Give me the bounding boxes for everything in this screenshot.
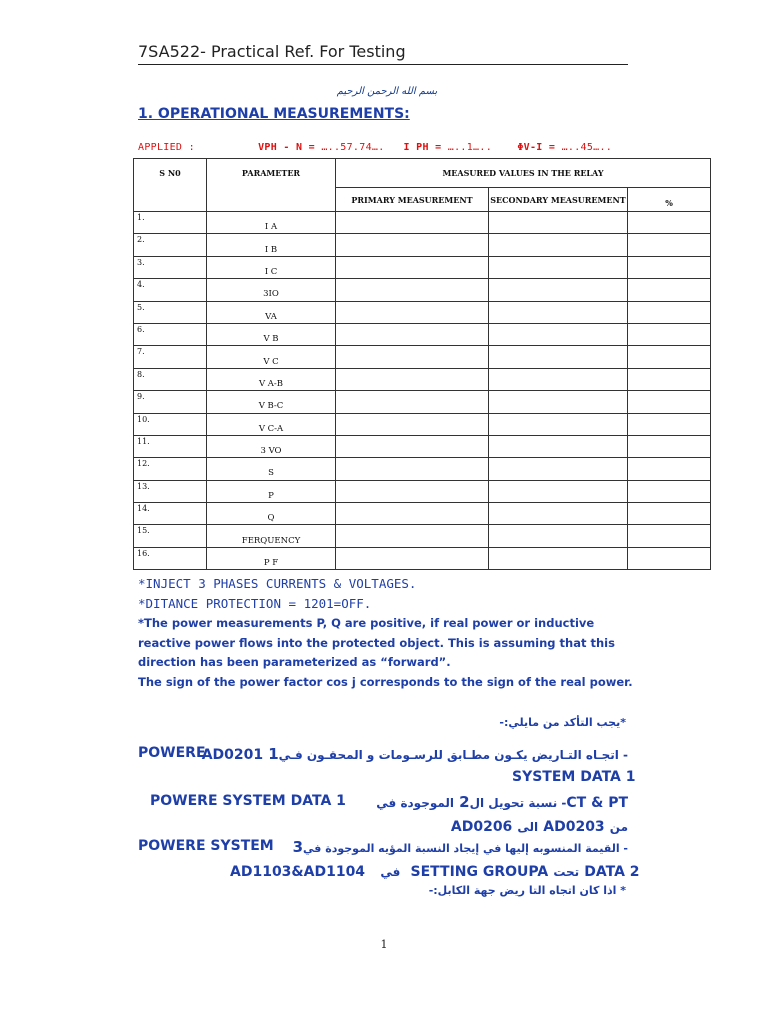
applied-line bbox=[138, 142, 612, 153]
parameter-label: V B-C bbox=[258, 401, 284, 412]
sno-cell bbox=[134, 346, 207, 368]
secondary-value-cell[interactable] bbox=[489, 212, 628, 234]
item1-code: AD0201 bbox=[201, 747, 264, 763]
parameter-label: V C bbox=[263, 356, 279, 367]
parameter-label: FERQUENCY bbox=[241, 535, 301, 546]
parameter-cell bbox=[207, 346, 336, 368]
item2-line bbox=[376, 792, 628, 811]
item1-line bbox=[202, 744, 628, 763]
header-sno: S N0 bbox=[134, 159, 207, 212]
parameter-cell bbox=[207, 525, 336, 547]
parameter-cell bbox=[207, 212, 336, 234]
table-row bbox=[134, 301, 711, 323]
sno-cell bbox=[134, 256, 207, 278]
sno-cell bbox=[134, 234, 207, 256]
item3-in: في bbox=[380, 865, 401, 879]
secondary-value-cell[interactable] bbox=[489, 503, 628, 525]
header-measured-values: MEASURED VALUES IN THE RELAY bbox=[336, 159, 711, 188]
primary-value-cell[interactable] bbox=[336, 435, 489, 457]
sno-label: 15. bbox=[137, 526, 150, 536]
secondary-value-cell[interactable] bbox=[489, 256, 628, 278]
table-row bbox=[134, 279, 711, 301]
header-title: 7SA522- Practical Ref. For Testing bbox=[138, 42, 406, 61]
percent-value-cell[interactable] bbox=[628, 368, 711, 390]
applied-label: APPLIED : bbox=[138, 142, 195, 153]
secondary-value-cell[interactable] bbox=[489, 368, 628, 390]
percent-value-cell[interactable] bbox=[628, 279, 711, 301]
primary-value-cell[interactable] bbox=[336, 279, 489, 301]
item2-ct-pt: CT & PT bbox=[566, 795, 628, 811]
secondary-value-cell[interactable] bbox=[489, 323, 628, 345]
parameter-cell bbox=[207, 435, 336, 457]
sno-label: 11. bbox=[137, 436, 150, 446]
notes-block bbox=[138, 574, 638, 614]
primary-value-cell[interactable] bbox=[336, 323, 489, 345]
percent-value-cell[interactable] bbox=[628, 525, 711, 547]
sno-label: 1. bbox=[137, 213, 145, 222]
primary-value-cell[interactable] bbox=[336, 301, 489, 323]
item2-code2: AD0206 bbox=[450, 819, 513, 835]
item2-text-b: الموجودة في bbox=[376, 796, 455, 810]
item2-number: 2 bbox=[459, 793, 470, 811]
sno-label: 16. bbox=[137, 548, 150, 558]
sno-label: 9. bbox=[137, 392, 145, 402]
percent-value-cell[interactable] bbox=[628, 458, 711, 480]
primary-value-cell[interactable] bbox=[336, 458, 489, 480]
table-row bbox=[134, 480, 711, 502]
measurements-table bbox=[133, 158, 711, 570]
item1-text: - اتجـاه التـاريض يكـون مطـابق للرسـومات و المحقـون فـي bbox=[278, 748, 628, 762]
sno-label: 14. bbox=[137, 504, 150, 514]
bismillah-text: بسم الله الرحمن الرحيم bbox=[336, 86, 438, 97]
percent-value-cell[interactable] bbox=[628, 435, 711, 457]
iph-value: …..1….. bbox=[447, 142, 493, 153]
sno-cell bbox=[134, 391, 207, 413]
primary-value-cell[interactable] bbox=[336, 413, 489, 435]
secondary-value-cell[interactable] bbox=[489, 346, 628, 368]
item1-line2: SYSTEM DATA 1 bbox=[512, 769, 636, 785]
parameter-cell bbox=[207, 458, 336, 480]
arabic-intro: *يجب التأكد من مايلي:- bbox=[499, 716, 626, 729]
sno-cell bbox=[134, 458, 207, 480]
parameter-label: I C bbox=[264, 266, 278, 277]
sno-cell bbox=[134, 212, 207, 234]
parameter-cell bbox=[207, 480, 336, 502]
primary-value-cell[interactable] bbox=[336, 547, 489, 569]
phi-label: ΦV-I = bbox=[517, 142, 562, 153]
sno-cell bbox=[134, 503, 207, 525]
sno-cell bbox=[134, 279, 207, 301]
percent-value-cell[interactable] bbox=[628, 413, 711, 435]
parameter-label: P F bbox=[263, 558, 279, 569]
phi-value: …..45….. bbox=[561, 142, 613, 153]
primary-value-cell[interactable] bbox=[336, 256, 489, 278]
table-row bbox=[134, 346, 711, 368]
secondary-value-cell[interactable] bbox=[489, 413, 628, 435]
parameter-cell bbox=[207, 547, 336, 569]
sno-cell bbox=[134, 525, 207, 547]
sno-label: 5. bbox=[137, 302, 145, 312]
parameter-label: V A-B bbox=[258, 378, 284, 389]
percent-value-cell[interactable] bbox=[628, 301, 711, 323]
sno-label: 3. bbox=[137, 257, 145, 267]
note-power-factor: The sign of the power factor cos j corresponds to the sign of the real power. bbox=[138, 674, 633, 689]
table-row bbox=[134, 435, 711, 457]
item3-line2 bbox=[230, 861, 640, 880]
percent-value-cell[interactable] bbox=[628, 256, 711, 278]
primary-value-cell[interactable] bbox=[336, 212, 489, 234]
secondary-value-cell[interactable] bbox=[489, 435, 628, 457]
sno-label: 12. bbox=[137, 459, 150, 469]
parameter-label: 3 VO bbox=[260, 446, 282, 457]
item3-line bbox=[293, 837, 628, 856]
table-row bbox=[134, 391, 711, 413]
item1-left-label: POWERE bbox=[138, 745, 206, 761]
item2-to: الى bbox=[517, 820, 539, 834]
sno-cell bbox=[134, 435, 207, 457]
parameter-label: S bbox=[268, 468, 274, 479]
item1-number: 1 bbox=[268, 745, 279, 763]
parameter-label: P bbox=[268, 490, 274, 501]
parameter-label: I A bbox=[264, 222, 278, 233]
sno-label: 4. bbox=[137, 280, 145, 290]
table-row bbox=[134, 323, 711, 345]
parameter-cell bbox=[207, 368, 336, 390]
parameter-label: V B bbox=[263, 334, 279, 345]
header-rule bbox=[138, 64, 628, 65]
item2-code1: AD0203 bbox=[543, 819, 605, 835]
sno-cell bbox=[134, 480, 207, 502]
percent-value-cell[interactable] bbox=[628, 503, 711, 525]
parameter-label: 3IO bbox=[263, 289, 279, 300]
item3-number: 3 bbox=[292, 838, 304, 856]
header-secondary-measurement: SECONDARY MEASUREMENT bbox=[489, 188, 628, 212]
parameter-cell bbox=[207, 234, 336, 256]
item2-line2 bbox=[451, 816, 628, 835]
parameter-cell bbox=[207, 256, 336, 278]
parameter-cell bbox=[207, 323, 336, 345]
item2-left-label: POWERE SYSTEM DATA 1 bbox=[150, 793, 346, 809]
table-row bbox=[134, 547, 711, 569]
parameter-cell bbox=[207, 413, 336, 435]
table-row bbox=[134, 212, 711, 234]
notes-paragraphs bbox=[138, 614, 638, 692]
table-row bbox=[134, 458, 711, 480]
primary-value-cell[interactable] bbox=[336, 368, 489, 390]
primary-value-cell[interactable] bbox=[336, 503, 489, 525]
parameter-label: I B bbox=[264, 244, 278, 255]
sno-label: 8. bbox=[137, 369, 145, 379]
primary-value-cell[interactable] bbox=[336, 480, 489, 502]
secondary-value-cell[interactable] bbox=[489, 458, 628, 480]
item3-codes: AD1103&AD1104 bbox=[230, 864, 366, 880]
table-row bbox=[134, 256, 711, 278]
sno-label: 10. bbox=[137, 414, 150, 424]
table-row bbox=[134, 413, 711, 435]
header-percent: % bbox=[628, 188, 711, 212]
secondary-value-cell[interactable] bbox=[489, 301, 628, 323]
table-row bbox=[134, 234, 711, 256]
secondary-value-cell[interactable] bbox=[489, 391, 628, 413]
sno-cell bbox=[134, 368, 207, 390]
parameter-cell bbox=[207, 301, 336, 323]
note-power-measurements: *The power measurements P, Q are positive, if real power or inductive reactive power flows into the protected object. This is assuming that this direction has been parameterized as “forward”. bbox=[138, 616, 615, 669]
sno-label: 2. bbox=[137, 235, 145, 245]
note-inject: *INJECT 3 PHASES CURRENTS & VOLTAGES. bbox=[138, 576, 417, 591]
item3-text: - القيمة المنسوبه إليها في إيجاد النسبة المؤيه الموجودة في bbox=[303, 842, 628, 855]
sno-cell bbox=[134, 413, 207, 435]
header-primary-measurement: PRIMARY MEASUREMENT bbox=[336, 188, 489, 212]
sno-cell bbox=[134, 547, 207, 569]
secondary-value-cell[interactable] bbox=[489, 525, 628, 547]
percent-value-cell[interactable] bbox=[628, 323, 711, 345]
primary-value-cell[interactable] bbox=[336, 234, 489, 256]
percent-value-cell[interactable] bbox=[628, 547, 711, 569]
percent-value-cell[interactable] bbox=[628, 480, 711, 502]
percent-value-cell[interactable] bbox=[628, 391, 711, 413]
table-row bbox=[134, 525, 711, 547]
percent-value-cell[interactable] bbox=[628, 346, 711, 368]
item2-from: من bbox=[609, 820, 628, 834]
sno-label: 6. bbox=[137, 324, 145, 334]
arabic-last-note: * اذا كان اتجاه التا ريض جهة الكابل:- bbox=[428, 884, 626, 897]
parameter-label: V C-A bbox=[258, 423, 284, 434]
secondary-value-cell[interactable] bbox=[489, 234, 628, 256]
item2-text: - نسبة تحويل ال bbox=[469, 796, 567, 810]
item3-data2: DATA 2 bbox=[584, 864, 640, 880]
note-distance-protection: *DITANCE PROTECTION = 1201=OFF. bbox=[138, 596, 372, 611]
parameter-label: Q bbox=[267, 513, 275, 524]
secondary-value-cell[interactable] bbox=[489, 279, 628, 301]
parameter-cell bbox=[207, 279, 336, 301]
header-parameter: PARAMETER bbox=[207, 159, 336, 212]
iph-label: I PH = bbox=[403, 142, 448, 153]
table-row bbox=[134, 503, 711, 525]
primary-value-cell[interactable] bbox=[336, 346, 489, 368]
secondary-value-cell[interactable] bbox=[489, 547, 628, 569]
secondary-value-cell[interactable] bbox=[489, 480, 628, 502]
percent-value-cell[interactable] bbox=[628, 234, 711, 256]
item3-setting-group: SETTING GROUPA bbox=[410, 864, 549, 880]
primary-value-cell[interactable] bbox=[336, 391, 489, 413]
parameter-label: VA bbox=[265, 311, 277, 322]
item3-under: تحت bbox=[553, 865, 580, 879]
vph-label: VPH - N = bbox=[258, 142, 322, 153]
sno-label: 13. bbox=[137, 481, 150, 491]
sno-cell bbox=[134, 323, 207, 345]
parameter-cell bbox=[207, 391, 336, 413]
parameter-cell bbox=[207, 503, 336, 525]
percent-value-cell[interactable] bbox=[628, 212, 711, 234]
sno-label: 7. bbox=[137, 347, 145, 357]
primary-value-cell[interactable] bbox=[336, 525, 489, 547]
table-row bbox=[134, 368, 711, 390]
section-title: 1. OPERATIONAL MEASUREMENTS: bbox=[138, 106, 410, 122]
sno-cell bbox=[134, 301, 207, 323]
page-number: 1 bbox=[380, 938, 388, 951]
vph-value: …..57.74…. bbox=[321, 142, 385, 153]
item3-left-label: POWERE SYSTEM bbox=[138, 838, 274, 854]
